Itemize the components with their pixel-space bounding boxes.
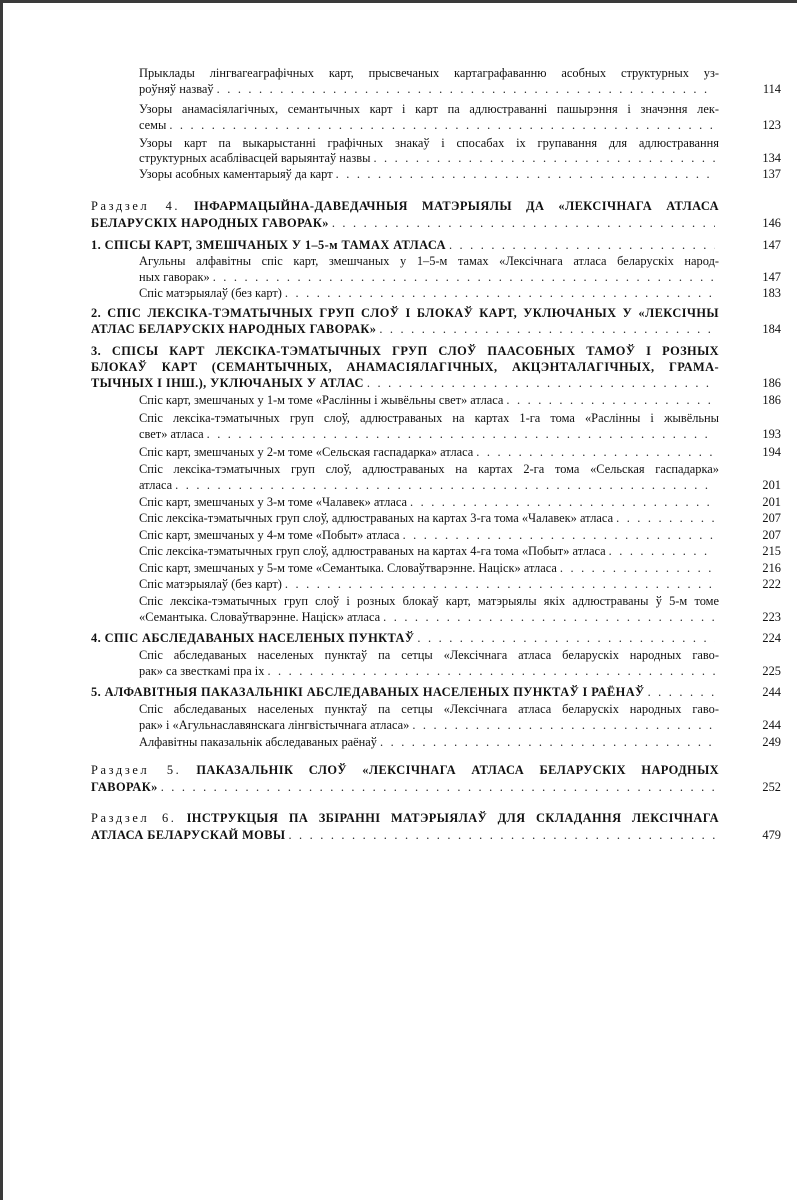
section-prefix: Раздзел 5. (91, 763, 182, 777)
dot-leader (213, 270, 715, 285)
toc-page-number: 249 (762, 735, 781, 749)
toc-entry-text: Алфавітны паказальнік абследаваных раёнаў (139, 735, 377, 749)
toc-page-number: 194 (762, 445, 781, 459)
toc-entry[interactable] (91, 216, 719, 231)
toc-page-number: 146 (762, 216, 781, 230)
section-title: БЛОКАЎ КАРТ (СЕМАНТЫЧНЫХ, АНАМАСІЯЛАГІЧНЫХ, АКЦЭНТАЛАГІЧНЫХ, ГРАМА- (91, 360, 719, 374)
toc-entry-text: Спіс абследаваных населеных пунктаў па сетцы «Лексічнага атласа беларускіх народных гаво- (139, 702, 719, 716)
toc-entry[interactable] (139, 167, 719, 182)
toc-entry-text: Узоры асобных каментарыяў да карт (139, 167, 333, 181)
toc-entry-text: Спіс матэрыялаў (без карт) (139, 286, 282, 300)
toc-page-number: 479 (762, 828, 781, 842)
toc-entry[interactable] (91, 322, 719, 337)
toc-page-number: 183 (762, 286, 781, 300)
dot-leader (609, 544, 715, 559)
toc-entry-text: Спіс карт, змешчаных у 3-м томе «Чалавек» атласа (139, 495, 408, 509)
dot-leader (285, 577, 715, 592)
dot-leader (285, 286, 715, 301)
section-title: ПАКАЗАЛЬНІК СЛОЎ «ЛЕКСІЧНАГА АТЛАСА БЕЛАРУСКІХ НАРОДНЫХ (196, 763, 719, 777)
toc-entry-text: Спіс лексіка-тэматычных груп слоў і розных блокаў карт, матэрыялы якіх адлюстраваны ў 5-м томе (139, 594, 719, 608)
dot-leader (288, 828, 715, 843)
toc-entry-text: структурных асаблівасцей варыянтаў назвы (139, 151, 371, 165)
section-title: ГАВОРАК» (91, 780, 158, 794)
toc-entry[interactable] (91, 828, 719, 843)
toc-entry[interactable] (139, 544, 719, 559)
toc-entry[interactable] (91, 780, 719, 795)
toc-page-number: 244 (762, 685, 781, 699)
section-title: АТЛАСА БЕЛАРУСКАЙ МОВЫ (91, 828, 286, 842)
toc-page-number: 201 (762, 478, 781, 492)
toc-page-number: 225 (762, 664, 781, 678)
toc-entry[interactable] (139, 528, 719, 543)
dot-leader (336, 167, 715, 182)
section-title: ТЫЧНЫХ І ІНШ.), УКЛЮЧАНЫХ У АТЛАС (91, 376, 364, 390)
toc-page-number: 186 (762, 376, 781, 390)
section-title: 5. АЛФАВІТНЫЯ ПАКАЗАЛЬНІКІ АБСЛЕДАВАНЫХ НАСЕЛЕНЫХ ПУНКТАЎ І РАЁНАЎ (91, 685, 645, 699)
toc-entry[interactable] (139, 718, 719, 733)
toc-entry-text: «Семантыка. Словаўтварэнне. Націск» атласа (139, 610, 381, 624)
dot-leader (383, 610, 715, 625)
toc-page-number: 215 (762, 544, 781, 558)
section-title: ІНСТРУКЦЫЯ ПА ЗБІРАННІ МАТЭРЫЯЛАЎ ДЛЯ СКЛАДАННЯ ЛЕКСІЧНАГА (186, 811, 719, 825)
dot-leader (417, 631, 715, 646)
toc-page-number: 114 (762, 82, 781, 96)
toc-entry-text: Спіс абследаваных населеных пунктаў па сетцы «Лексічнага атласа беларускіх народных гаво- (139, 648, 719, 662)
section-title: БЕЛАРУСКІХ НАРОДНЫХ ГАВОРАК» (91, 216, 329, 230)
dot-leader (648, 685, 715, 700)
toc-page-number: 207 (762, 528, 781, 542)
toc-entry-text: Узоры карт па выкарыстанні графічных знакаў і спосабах іх групавання для адлюстравання (139, 136, 719, 150)
toc-entry-text: Узоры анамасіялагічных, семантычных карт і карт па адлюстраванні пашырэння і значэння лек- (139, 102, 719, 116)
toc-entry-text: Спіс карт, змешчаных у 2-м томе «Сельская гаспадарка» атласа (139, 445, 474, 459)
toc-entry-text: свет» атласа (139, 427, 204, 441)
toc-entry[interactable] (139, 445, 719, 460)
toc-page-number: 147 (762, 238, 781, 252)
toc-page-number: 186 (762, 393, 781, 407)
toc-entry-text: Спіс карт, змешчаных у 1-м томе «Раслінны і жывёльны свет» атласа (139, 393, 504, 407)
toc-page-number: 216 (762, 561, 781, 575)
toc-entry[interactable] (139, 561, 719, 576)
toc-entry-text: роўняў назваў (139, 82, 214, 96)
toc-page-number: 244 (762, 718, 781, 732)
section-title: АТЛАС БЕЛАРУСКІХ НАРОДНЫХ ГАВОРАК» (91, 322, 377, 336)
dot-leader (379, 322, 715, 337)
section-heading (91, 199, 719, 214)
toc-entry[interactable] (91, 376, 719, 391)
dot-leader (410, 495, 715, 510)
toc-page-number: 223 (762, 610, 781, 624)
section-title: ІНФАРМАЦЫЙНА-ДАВЕДАЧНЫЯ МАТЭРЫЯЛЫ ДА «ЛЕКСІЧНАГА АТЛАСА (193, 199, 719, 213)
toc-entry[interactable] (139, 82, 719, 97)
dot-leader (207, 427, 715, 442)
dot-leader (476, 445, 715, 460)
dot-leader (412, 718, 715, 733)
toc-entry[interactable] (139, 495, 719, 510)
section-prefix: Раздзел 4. (91, 199, 181, 213)
section-title: 2. СПІС ЛЕКСІКА-ТЭМАТЫЧНЫХ ГРУП СЛОЎ І БЛОКАЎ КАРТ, УКЛЮЧАНЫХ У «ЛЕКСІЧНЫ (91, 306, 719, 320)
toc-entry[interactable] (91, 685, 719, 700)
toc-entry[interactable] (139, 393, 719, 408)
dot-leader (373, 151, 715, 166)
toc-entry-text: семы (139, 118, 167, 132)
toc-entry[interactable] (139, 270, 719, 285)
section-title: 3. СПІСЫ КАРТ ЛЕКСІКА-ТЭМАТЫЧНЫХ ГРУП СЛОЎ ПААСОБНЫХ ТАМОЎ І РОЗНЫХ (91, 344, 719, 358)
toc-entry-text: Спіс лексіка-тэматычных груп слоў, адлюстраваных на картах 1-га тома «Раслінны і жывёльны (139, 411, 719, 425)
toc-entry[interactable] (139, 427, 719, 442)
dot-leader (267, 664, 715, 679)
toc-page-number: 193 (762, 427, 781, 441)
dot-leader (161, 780, 715, 795)
section-title: 4. СПІС АБСЛЕДАВАНЫХ НАСЕЛЕНЫХ ПУНКТАЎ (91, 631, 415, 645)
toc-page-number: 134 (762, 151, 781, 165)
dot-leader (175, 478, 715, 493)
dot-leader (560, 561, 715, 576)
toc-entry[interactable] (139, 577, 719, 592)
toc-entry-text: Спіс карт, змешчаных у 4-м томе «Побыт» атласа (139, 528, 400, 542)
toc-page-number: 147 (762, 270, 781, 284)
toc-page-number: 222 (762, 577, 781, 591)
dot-leader (169, 118, 715, 133)
toc-entry-text: Спіс матэрыялаў (без карт) (139, 577, 282, 591)
dot-leader (380, 735, 715, 750)
toc-entry[interactable] (91, 631, 719, 646)
toc-entry[interactable] (91, 238, 719, 253)
toc-entry-text: атласа (139, 478, 173, 492)
section-prefix: Раздзел 6. (91, 811, 177, 825)
toc-entry-text: рак» са звесткамі пра іх (139, 664, 265, 678)
toc-page-number: 201 (762, 495, 781, 509)
toc-entry-text: рак» і «Агульнаславянскага лінгвістычнага атласа» (139, 718, 410, 732)
toc-page-number: 224 (762, 631, 781, 645)
toc-entry-text: Спіс лексіка-тэматычных груп слоў, адлюстраваных на картах 2-га тома «Сельская гаспадарка» (139, 462, 719, 476)
toc-entry-text: ных гаворак» (139, 270, 210, 284)
toc-page-number: 137 (762, 167, 781, 181)
section-heading (91, 811, 719, 826)
toc-entry[interactable] (139, 286, 719, 301)
toc-entry-text: Спіс лексіка-тэматычных груп слоў, адлюстраваных на картах 3-га тома «Чалавек» атласа (139, 511, 614, 525)
toc-entry[interactable] (139, 735, 719, 750)
toc-entry[interactable] (139, 511, 719, 526)
dot-leader (616, 511, 715, 526)
dot-leader (217, 82, 715, 97)
toc-entry[interactable] (139, 610, 719, 625)
toc-page-number: 252 (762, 780, 781, 794)
section-title: 1. СПІСЫ КАРТ, ЗМЕШЧАНЫХ У 1–5-м ТАМАХ АТЛАСА (91, 238, 446, 252)
dot-leader (506, 393, 715, 408)
dot-leader (449, 238, 715, 253)
toc-page-number: 184 (762, 322, 781, 336)
dot-leader (332, 216, 715, 231)
toc-entry[interactable] (139, 118, 719, 133)
toc-entry[interactable] (139, 478, 719, 493)
toc-entry[interactable] (139, 664, 719, 679)
toc-page-number: 123 (762, 118, 781, 132)
dot-leader (403, 528, 715, 543)
toc-page-number: 207 (762, 511, 781, 525)
toc-entry[interactable] (139, 151, 719, 166)
toc-entry-text: Прыклады лінгвагеаграфічных карт, прысвечаных картаграфаванню асобных структурных уз- (139, 66, 719, 80)
dot-leader (367, 376, 715, 391)
toc-entry-text: Спіс карт, змешчаных у 5-м томе «Семантыка. Словаўтварэнне. Націск» атласа (139, 561, 557, 575)
toc-entry-text: Агульны алфавітны спіс карт, змешчаных у 1–5-м тамах «Лексічнага атласа беларускіх народ- (139, 254, 719, 268)
section-heading (91, 763, 719, 778)
toc-entry-text: Спіс лексіка-тэматычных груп слоў, адлюстраваных на картах 4-га тома «Побыт» атласа (139, 544, 606, 558)
